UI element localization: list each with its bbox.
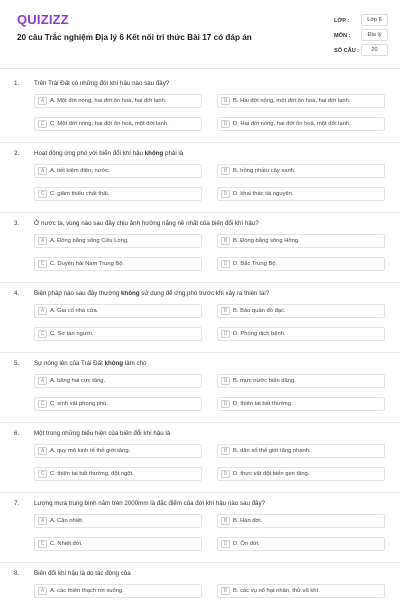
- option-c[interactable]: [34, 537, 202, 551]
- question-5: [0, 360, 400, 430]
- option-text: C. Sơ tán người.: [50, 331, 94, 337]
- option-letter: A: [38, 307, 47, 315]
- question-divider: [0, 212, 400, 213]
- option-text: A. tiết kiệm điện, nước.: [50, 168, 110, 174]
- option-letter: A: [38, 517, 47, 525]
- meta-subject: [331, 29, 391, 43]
- option-letter: C: [38, 470, 47, 478]
- option-letter: C: [38, 120, 47, 128]
- option-letter: B: [221, 307, 230, 315]
- question-8: [0, 570, 400, 600]
- question-divider: [0, 352, 400, 353]
- page-title: 20 câu Trắc nghiệm Địa lý 6 Kết nối tri thức Bài 17 có đáp án: [17, 33, 252, 42]
- question-text: Biến đổi khí hậu là do tác động của: [34, 570, 131, 577]
- meta-class: [331, 14, 391, 28]
- question-number: 6.: [14, 430, 20, 437]
- worksheet-header: [0, 0, 400, 68]
- meta-count: [331, 44, 391, 58]
- option-b[interactable]: [217, 514, 385, 528]
- option-letter: B: [221, 97, 230, 105]
- option-c[interactable]: [34, 467, 202, 481]
- option-letter: D: [221, 120, 230, 128]
- option-a[interactable]: [34, 514, 202, 528]
- option-text: D. Phòng dịch bệnh.: [233, 331, 286, 337]
- option-text: C. giảm thiểu chất thải.: [50, 191, 110, 197]
- question-2: [0, 150, 400, 220]
- option-letter: C: [38, 540, 47, 548]
- option-d[interactable]: [217, 327, 385, 341]
- question-3: [0, 220, 400, 290]
- option-c[interactable]: [34, 187, 202, 201]
- option-text: A. Một đới nóng, hai đới ôn hoà, hai đới lạnh.: [50, 98, 167, 104]
- option-a[interactable]: [34, 164, 202, 178]
- option-letter: B: [221, 517, 230, 525]
- option-letter: A: [38, 237, 47, 245]
- option-d[interactable]: [217, 397, 385, 411]
- option-d[interactable]: [217, 257, 385, 271]
- meta-class-value: Lớp 6: [361, 14, 388, 26]
- option-text: B. Bảo quản đồ đạc.: [233, 308, 286, 314]
- option-text: D. thực vật đột biến gen tăng.: [233, 471, 310, 477]
- header-divider: [0, 68, 400, 69]
- option-text: D. Hai đới nóng, hai đới ôn hoà, một đới lạnh.: [233, 121, 351, 127]
- option-text: C. Duyên hải Nam Trung Bộ.: [50, 261, 125, 267]
- question-divider: [0, 282, 400, 283]
- option-text: A. băng hai cực tăng.: [50, 378, 106, 384]
- question-number: 1.: [14, 80, 20, 87]
- question-text: Một trong những biểu hiện của biến đổi khí hậu là: [34, 430, 171, 437]
- option-text: D. Ôn đới.: [233, 541, 260, 547]
- option-text: B. Hai đới nóng, một đới ôn hoà, hai đới lạnh.: [233, 98, 351, 104]
- option-c[interactable]: [34, 327, 202, 341]
- question-text: Lượng mưa trung bình năm trên 2000mm là đặc điểm của đới khí hậu nào sau đây?: [34, 500, 266, 507]
- option-text: D. Bắc Trung Bộ.: [233, 261, 278, 267]
- question-text: Sự nóng lên của Trái Đất không làm cho: [34, 360, 147, 367]
- question-number: 2.: [14, 150, 20, 157]
- question-text: Biện pháp nào sau đây thường không sử dụng để ứng phó trước khi xảy ra thiên tai?: [34, 290, 270, 297]
- option-text: A. Gia cố nhà cửa.: [50, 308, 99, 314]
- option-b[interactable]: [217, 584, 385, 598]
- option-letter: C: [38, 330, 47, 338]
- option-letter: B: [221, 377, 230, 385]
- option-letter: D: [221, 190, 230, 198]
- option-c[interactable]: [34, 397, 202, 411]
- meta-subject-value: Địa lý: [361, 29, 388, 41]
- option-b[interactable]: [217, 374, 385, 388]
- option-letter: C: [38, 190, 47, 198]
- question-text: Hoạt động ứng phó với biến đổi khí hậu không phải là: [34, 150, 184, 157]
- option-text: C. sinh vật phong phú.: [50, 401, 109, 407]
- question-number: 3.: [14, 220, 20, 227]
- option-letter: A: [38, 167, 47, 175]
- option-text: B. Hàn đới.: [233, 518, 263, 524]
- option-letter: B: [221, 237, 230, 245]
- option-text: D. khai thác tài nguyên.: [233, 191, 294, 197]
- option-text: B. mực nước biển dâng.: [233, 378, 296, 384]
- option-text: A. Đồng bằng sông Cửu Long.: [50, 238, 129, 244]
- option-text: B. dân số thế giới tăng nhanh.: [233, 448, 311, 454]
- option-b[interactable]: [217, 304, 385, 318]
- option-a[interactable]: [34, 374, 202, 388]
- option-text: B. các vụ nổ hạt nhân, thử vũ khí.: [233, 588, 320, 594]
- option-letter: A: [38, 447, 47, 455]
- option-text: C. Nhiệt đới.: [50, 541, 83, 547]
- question-number: 8.: [14, 570, 20, 577]
- option-text: C. thiên tai bất thường, đột ngột.: [50, 471, 134, 477]
- question-divider: [0, 492, 400, 493]
- option-a[interactable]: [34, 234, 202, 248]
- question-divider: [0, 142, 400, 143]
- option-text: A. Cận nhiệt.: [50, 518, 84, 524]
- option-letter: B: [221, 167, 230, 175]
- option-letter: B: [221, 587, 230, 595]
- question-4: [0, 290, 400, 360]
- option-b[interactable]: [217, 94, 385, 108]
- question-7: [0, 500, 400, 570]
- option-letter: D: [221, 540, 230, 548]
- option-letter: D: [221, 260, 230, 268]
- question-divider: [0, 562, 400, 563]
- option-a[interactable]: [34, 304, 202, 318]
- option-text: A. quy mô kinh tế thế giới tăng.: [50, 448, 131, 454]
- option-letter: A: [38, 97, 47, 105]
- question-1: [0, 80, 400, 150]
- question-divider: [0, 422, 400, 423]
- option-letter: D: [221, 330, 230, 338]
- option-a[interactable]: [34, 444, 202, 458]
- option-b[interactable]: [217, 444, 385, 458]
- option-letter: A: [38, 377, 47, 385]
- meta-count-value: 20: [361, 44, 388, 56]
- question-number: 5.: [14, 360, 20, 367]
- quizizz-logo: QUIZIZZ: [17, 12, 69, 27]
- option-letter: C: [38, 400, 47, 408]
- question-6: [0, 430, 400, 500]
- option-b[interactable]: [217, 164, 385, 178]
- option-letter: D: [221, 470, 230, 478]
- question-number: 7.: [14, 500, 20, 507]
- option-text: C. Một đới nóng, hai đới ôn hoà, một đới lạnh.: [50, 121, 169, 127]
- option-text: B. trồng nhiều cây xanh.: [233, 168, 296, 174]
- option-b[interactable]: [217, 234, 385, 248]
- option-letter: D: [221, 400, 230, 408]
- option-d[interactable]: [217, 117, 385, 131]
- option-d[interactable]: [217, 537, 385, 551]
- option-text: A. các thiên thạch rơi xuống.: [50, 588, 124, 594]
- option-a[interactable]: [34, 94, 202, 108]
- option-letter: B: [221, 447, 230, 455]
- meta-count-label: SỐ CÂU :: [334, 48, 360, 54]
- option-text: B. Đồng bằng sông Hồng.: [233, 238, 300, 244]
- meta-class-label: LỚP :: [334, 18, 350, 24]
- option-a[interactable]: [34, 584, 202, 598]
- option-letter: C: [38, 260, 47, 268]
- option-c[interactable]: [34, 117, 202, 131]
- question-number: 4.: [14, 290, 20, 297]
- question-text: Trên Trái Đất có những đới khí hậu nào sau đây?: [34, 80, 170, 87]
- option-d[interactable]: [217, 467, 385, 481]
- option-letter: A: [38, 587, 47, 595]
- option-text: D. thiên tai bất thường.: [233, 401, 293, 407]
- question-text: Ở nước ta, vùng nào sau đây chịu ảnh hưởng nặng nề nhất của biến đổi khí hậu?: [34, 220, 259, 227]
- option-c[interactable]: [34, 257, 202, 271]
- meta-subject-label: MÔN :: [334, 33, 351, 39]
- option-d[interactable]: [217, 187, 385, 201]
